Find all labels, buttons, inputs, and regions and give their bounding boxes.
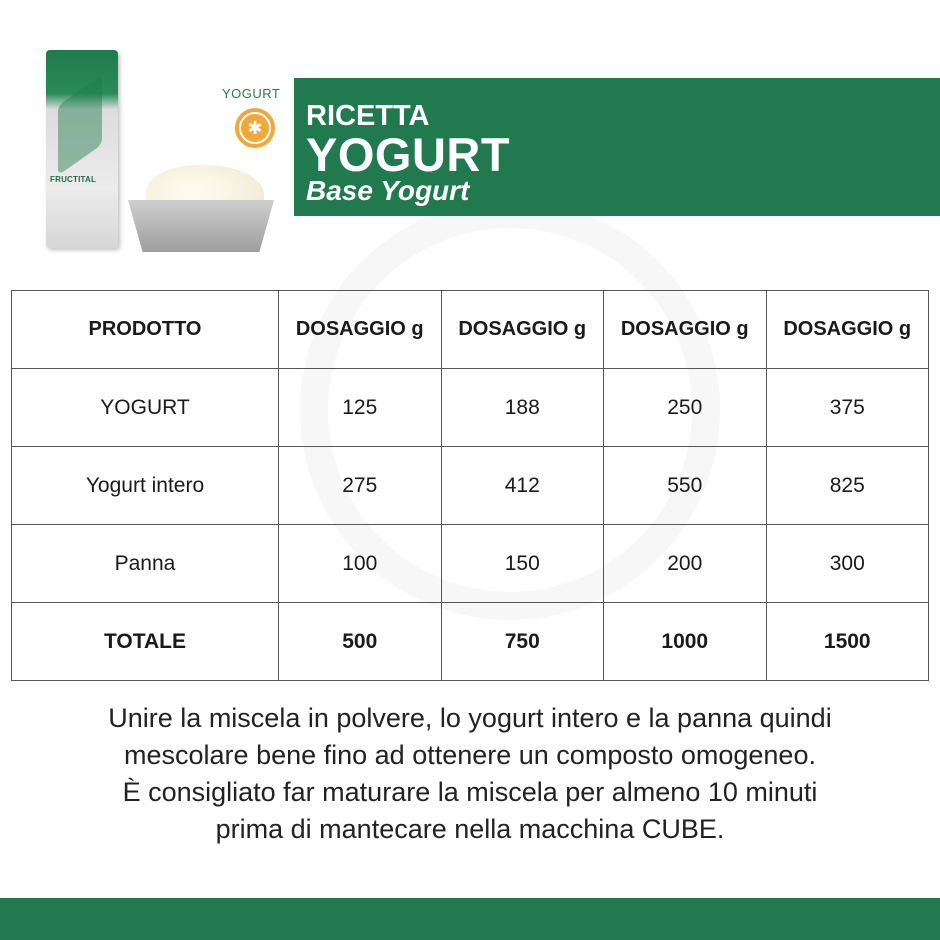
- table-cell: 412: [441, 447, 604, 525]
- table-row: [12, 525, 929, 603]
- row-product-name: Panna: [12, 525, 279, 603]
- footer-bar: [0, 898, 940, 940]
- banner-subheading: RICETTA: [306, 100, 430, 132]
- table-cell: 250: [604, 369, 767, 447]
- total-cell: 1000: [604, 603, 767, 681]
- flavor-tag: YOGURT: [222, 86, 281, 101]
- gluten-free-icon: ✱: [235, 108, 275, 148]
- recipe-title-banner: [294, 78, 940, 216]
- header-dosage: DOSAGGIO g: [279, 291, 442, 369]
- table-cell: 200: [604, 525, 767, 603]
- table-cell: 275: [279, 447, 442, 525]
- banner-title: YOGURT: [306, 128, 511, 181]
- total-label: TOTALE: [12, 603, 279, 681]
- instruction-line: È consigliato far maturare la miscela per almeno 10 minuti: [122, 777, 818, 807]
- header-dosage: DOSAGGIO g: [604, 291, 767, 369]
- table-header-row: [12, 291, 929, 369]
- total-cell: 1500: [766, 603, 929, 681]
- table-total-row: [12, 603, 929, 681]
- bag-decoration: [58, 75, 102, 176]
- table-cell: 825: [766, 447, 929, 525]
- bag-brand-label: FRUCTITAL: [50, 175, 97, 184]
- recipe-table: [11, 290, 929, 681]
- banner-base-name: Base Yogurt: [306, 175, 470, 206]
- table-cell: 300: [766, 525, 929, 603]
- table-cell: 188: [441, 369, 604, 447]
- table-cell: 550: [604, 447, 767, 525]
- recipe-instructions: [0, 700, 940, 848]
- table-cell: 375: [766, 369, 929, 447]
- table-row: [12, 447, 929, 525]
- total-cell: 750: [441, 603, 604, 681]
- table-cell: 100: [279, 525, 442, 603]
- total-cell: 500: [279, 603, 442, 681]
- row-product-name: Yogurt intero: [12, 447, 279, 525]
- instruction-line: mescolare bene fino ad ottenere un composto omogeneo.: [124, 740, 816, 770]
- header-product: PRODOTTO: [12, 291, 279, 369]
- table-cell: 125: [279, 369, 442, 447]
- row-product-name: YOGURT: [12, 369, 279, 447]
- header-dosage: DOSAGGIO g: [441, 291, 604, 369]
- header-dosage: DOSAGGIO g: [766, 291, 929, 369]
- gelato-tray-image: [128, 200, 274, 252]
- instruction-line: Unire la miscela in polvere, lo yogurt intero e la panna quindi: [108, 703, 832, 733]
- table-cell: 150: [441, 525, 604, 603]
- table-row: [12, 369, 929, 447]
- product-bag-image: [46, 50, 118, 248]
- instruction-line: prima di mantecare nella macchina CUBE.: [215, 814, 725, 844]
